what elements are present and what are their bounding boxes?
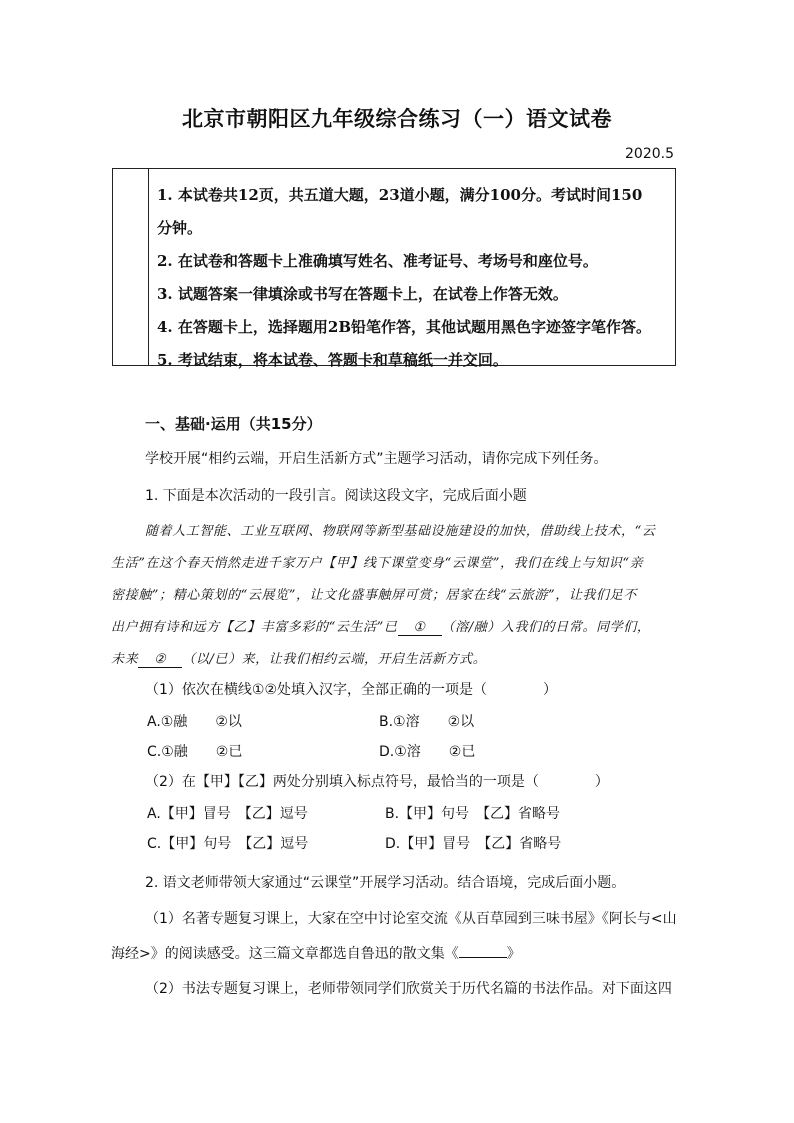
passage-text: （溶/融）入我们的日常。同学们， bbox=[441, 620, 651, 635]
notice-divider bbox=[148, 169, 149, 365]
passage-text: 出户拥有诗和远方【乙】丰富多彩的“云生活”已 bbox=[111, 620, 398, 635]
notice-list bbox=[157, 179, 669, 377]
passage-text: （以/已）来，让我们相约云端，开启生活新方式。 bbox=[182, 652, 487, 667]
question-2-sub1-line2 bbox=[111, 943, 521, 963]
question-1-prompt: 1. 下面是本次活动的一段引言。阅读这段文字，完成后面小题 bbox=[145, 488, 527, 504]
question-2-sub2: （2）书法专题复习课上，老师带领同学们欣赏关于历代名篇的书法作品。对下面这四 bbox=[145, 981, 672, 997]
question-2-sub1-end: 》 bbox=[506, 946, 521, 962]
notice-item: 3. 试题答案一律填涂或书写在答题卡上，在试卷上作答无效。 bbox=[157, 285, 568, 303]
passage-line: 随着人工智能、工业互联网、物联网等新型基础设施建设的加快，借助线上技术，“云 bbox=[145, 524, 656, 539]
passage-text: 未来 bbox=[111, 652, 139, 667]
passage-line bbox=[111, 648, 486, 668]
question-2-sub1-line1: （1）名著专题复习课上，大家在空中讨论室交流《从百草园到三味书屋》《阿长与<山 bbox=[145, 911, 677, 927]
option-b[interactable]: B.①溶 ②以 bbox=[379, 714, 475, 730]
notice-item: 1. 本试卷共12页，共五道大题，23道小题，满分100分。考试时间150 bbox=[157, 186, 643, 204]
option-a[interactable]: A.①融 ②以 bbox=[147, 714, 242, 730]
notice-item: 5. 考试结束，将本试卷、答题卡和草稿纸一并交回。 bbox=[157, 351, 508, 369]
notice-box bbox=[112, 168, 676, 369]
option-c[interactable]: C.【甲】句号 【乙】逗号 bbox=[147, 836, 309, 852]
passage-line bbox=[111, 616, 650, 636]
passage-line: 生活”在这个春天悄然走进千家万户【甲】线下课堂变身“云课堂”，我们在线上与知识“亲 bbox=[111, 556, 644, 571]
question-2-sub1-text: 海经>》的阅读感受。这三篇文章都选自鲁迅的散文集《 bbox=[111, 946, 459, 962]
page-title: 北京市朝阳区九年级综合练习（一）语文试卷 bbox=[182, 106, 612, 131]
blank-2: ② bbox=[138, 652, 182, 668]
notice-item: 4. 在答题卡上，选择题用2B铅笔作答，其他试题用黑色字迹签字笔作答。 bbox=[157, 318, 651, 336]
sub-question-1: （1）依次在横线①②处填入汉字，全部正确的一项是（ ） bbox=[145, 682, 558, 698]
answer-blank[interactable] bbox=[459, 957, 507, 958]
section-heading: 一、基础·运用（共15分） bbox=[145, 415, 322, 433]
option-d[interactable]: D.【甲】冒号 【乙】省略号 bbox=[385, 836, 562, 852]
option-b[interactable]: B.【甲】句号 【乙】省略号 bbox=[385, 806, 561, 822]
option-d[interactable]: D.①溶 ②已 bbox=[379, 744, 476, 760]
option-c[interactable]: C.①融 ②已 bbox=[147, 744, 243, 760]
notice-item: 2. 在试卷和答题卡上准确填写姓名、准考证号、考场号和座位号。 bbox=[157, 252, 598, 270]
blank-1: ① bbox=[398, 620, 442, 636]
notice-item: 分钟。 bbox=[157, 219, 203, 237]
passage-line: 密接触”；精心策划的“云展览”，让文化盛事触屏可赏；居家在线“云旅游”，让我们足不 bbox=[111, 588, 637, 603]
section-intro: 学校开展“相约云端，开启生活新方式”主题学习活动，请你完成下列任务。 bbox=[145, 451, 608, 467]
question-2-prompt: 2. 语文老师带领大家通过“云课堂”开展学习活动。结合语境，完成后面小题。 bbox=[145, 875, 626, 891]
exam-date: 2020.5 bbox=[625, 146, 674, 162]
option-a[interactable]: A.【甲】冒号 【乙】逗号 bbox=[147, 806, 308, 822]
sub-question-2: （2）在【甲】【乙】两处分别填入标点符号，最恰当的一项是（ ） bbox=[145, 774, 609, 790]
